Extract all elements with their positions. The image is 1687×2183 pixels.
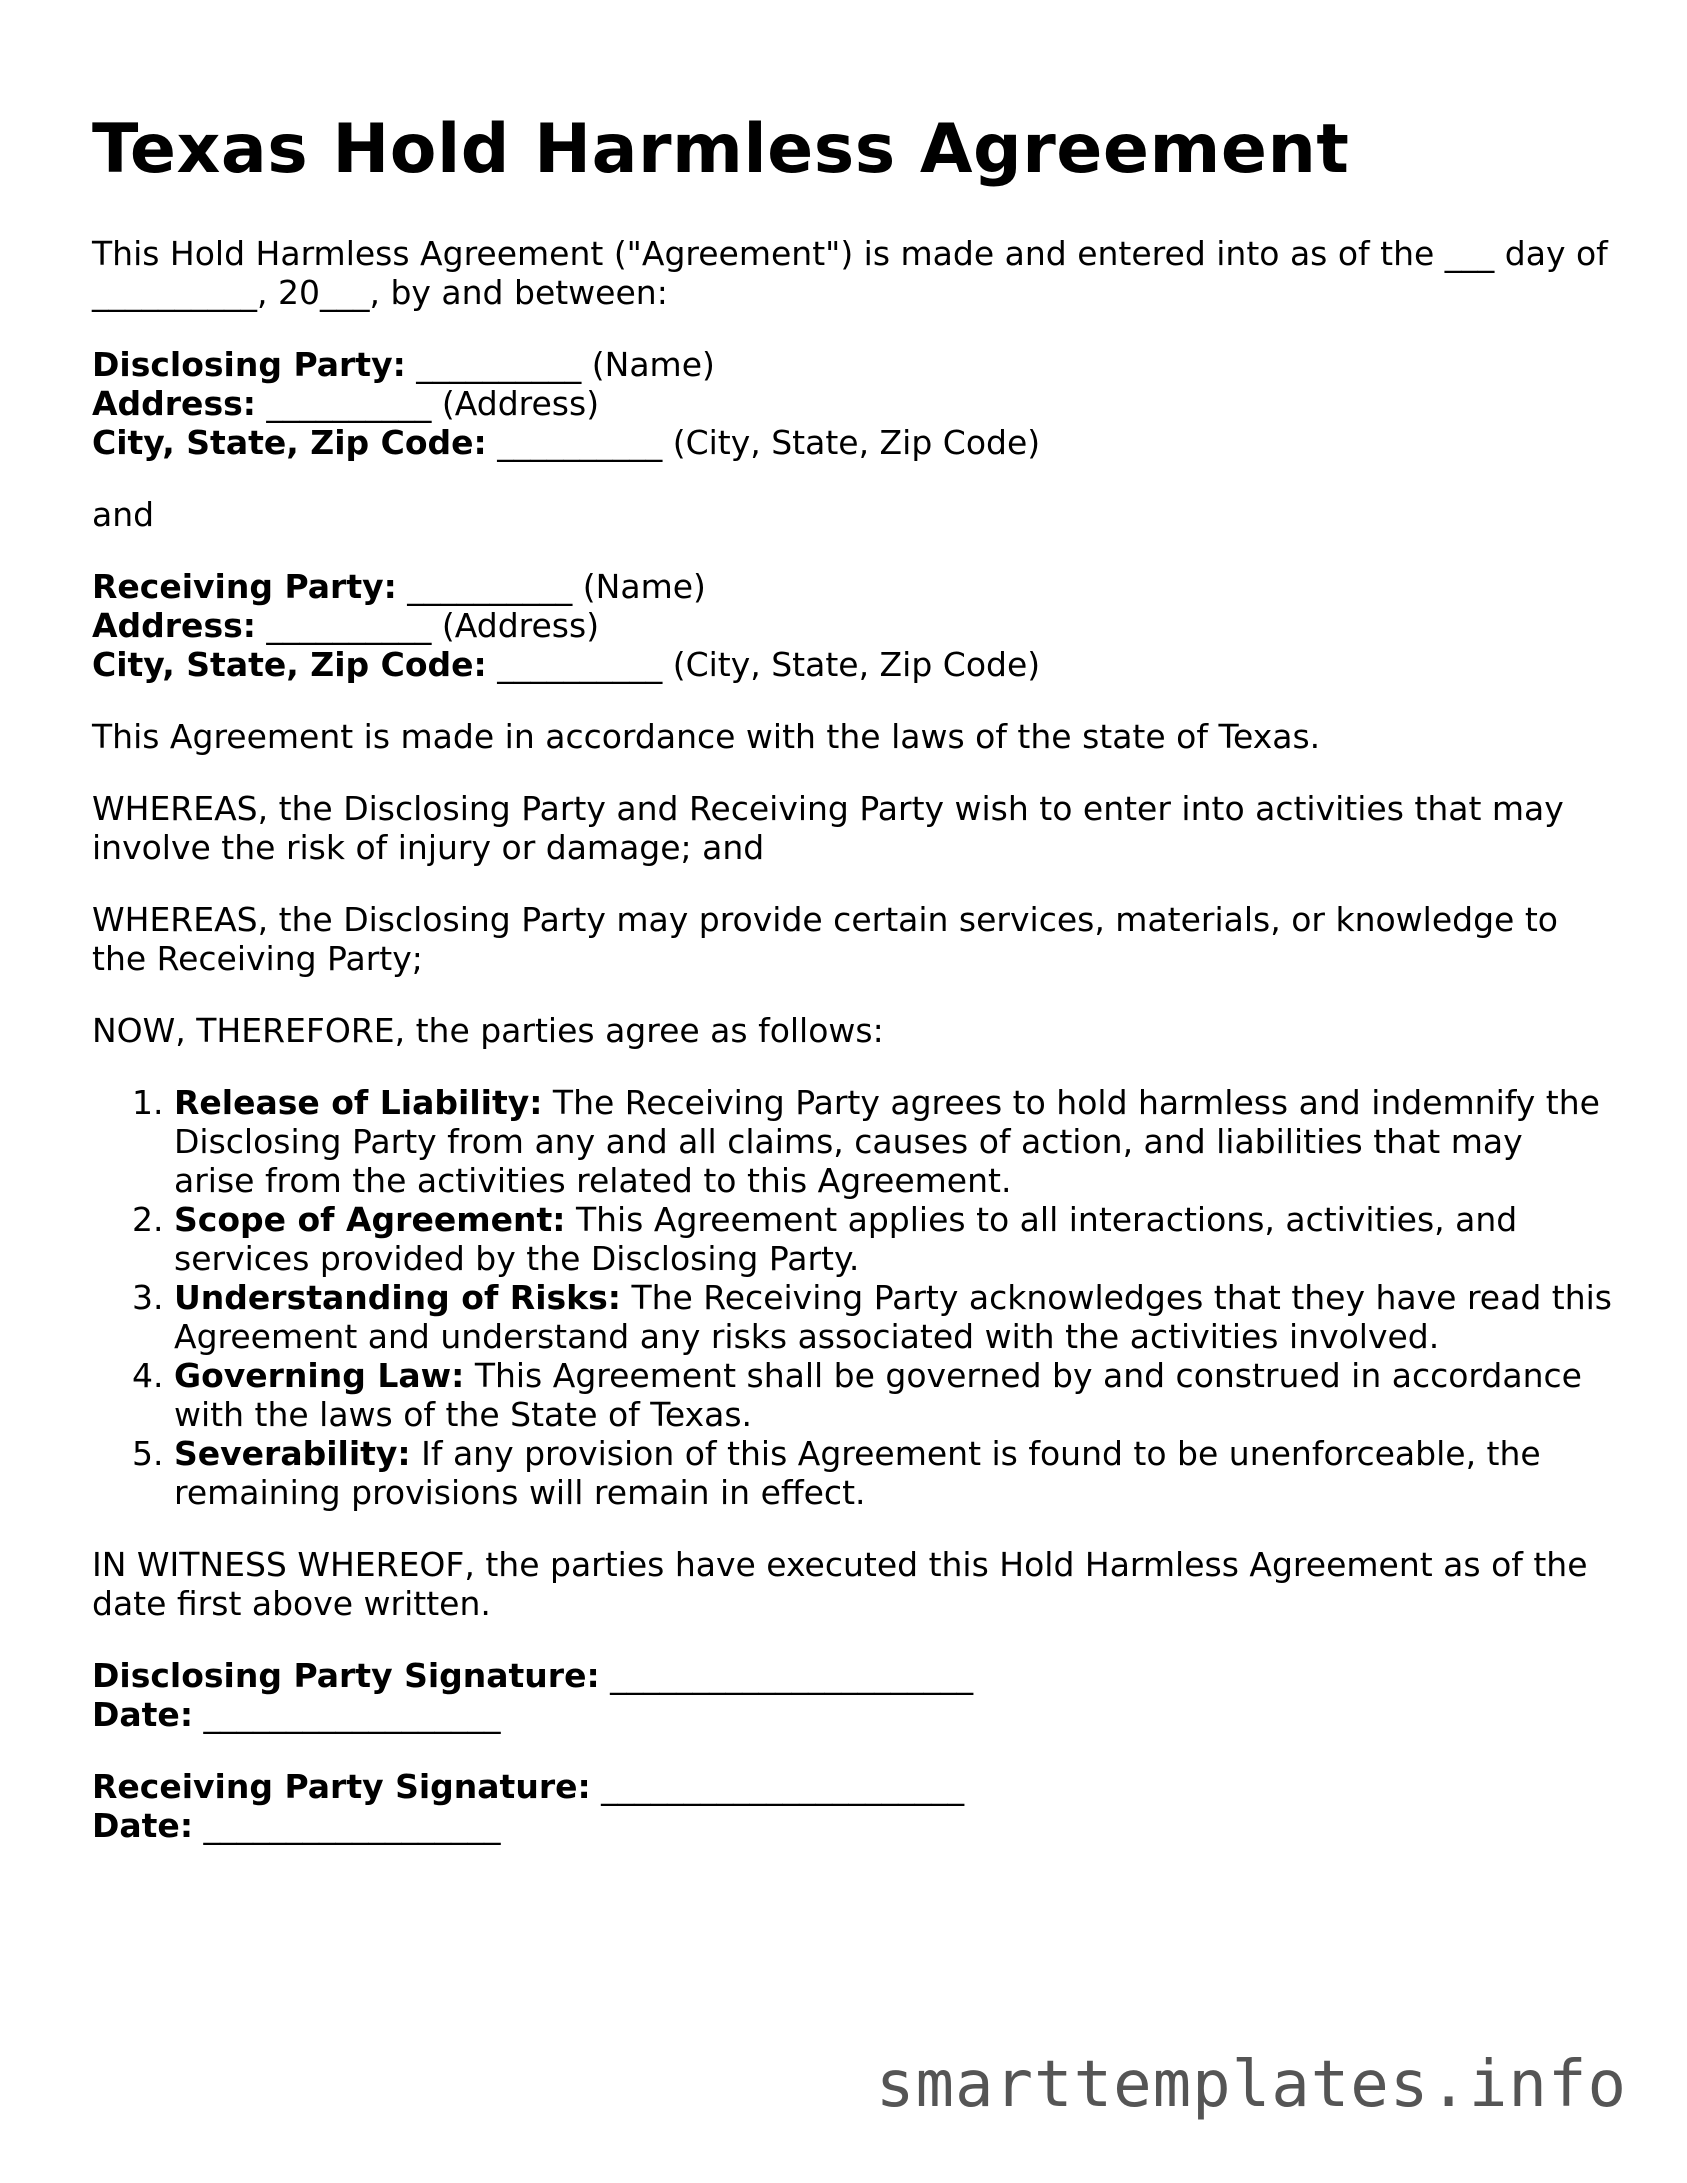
receiving-date-blank: __________________ (193, 1806, 501, 1845)
clause-item (174, 1200, 1612, 1278)
clause-heading: Governing Law: (174, 1356, 465, 1395)
document-page (92, 110, 1612, 1878)
whereas-paragraph-1: WHEREAS, the Disclosing Party and Receiving Party wish to enter into activities that may involve the risk of injury or damage; and (92, 789, 1564, 867)
disclosing-signature-blank: ______________________ (599, 1656, 974, 1695)
disclosing-city-value: __________ (City, State, Zip Code) (486, 423, 1041, 462)
receiving-party-line (92, 567, 1612, 606)
clause-item (174, 1278, 1612, 1356)
receiving-date-line (92, 1806, 1612, 1845)
receiving-city-value: __________ (City, State, Zip Code) (486, 645, 1041, 684)
disclosing-party-block (92, 345, 1612, 462)
clause-item (174, 1356, 1612, 1434)
receiving-city-line (92, 645, 1612, 684)
disclosing-signature-block (92, 1656, 1612, 1734)
receiving-party-label: Receiving Party: (92, 567, 397, 606)
disclosing-address-label: Address: (92, 384, 256, 423)
clause-text: The Receiving Party agrees to hold harmless and indemnify the Disclosing Party from any and all claims, causes of action, and liabilities that may arise from the activities related to this Agreement. (174, 1083, 1600, 1200)
clause-text: This Agreement shall be governed by and construed in accordance with the laws of the State of Texas. (174, 1356, 1582, 1434)
whereas-paragraph-2: WHEREAS, the Disclosing Party may provide certain services, materials, or knowledge to the Receiving Party; (92, 900, 1558, 978)
witness-paragraph: IN WITNESS WHEREOF, the parties have executed this Hold Harmless Agreement as of the date first above written. (92, 1545, 1588, 1623)
clause-item (174, 1434, 1612, 1512)
watermark-text: smarttemplates.info (875, 2048, 1627, 2122)
disclosing-city-line (92, 423, 1612, 462)
receiving-signature-blank: ______________________ (590, 1767, 965, 1806)
receiving-party-value: __________ (Name) (396, 567, 706, 606)
clauses-list (92, 1083, 1612, 1512)
disclosing-party-line (92, 345, 1612, 384)
document-title: Texas Hold Harmless Agreement (92, 110, 1350, 189)
clause-item (174, 1083, 1612, 1200)
receiving-signature-label: Receiving Party Signature: (92, 1767, 591, 1806)
disclosing-address-line (92, 384, 1612, 423)
clause-text: This Agreement applies to all interactions, activities, and services provided by the Disclosing Party. (174, 1200, 1518, 1278)
laws-paragraph: This Agreement is made in accordance with the laws of the state of Texas. (92, 717, 1321, 756)
receiving-address-line (92, 606, 1612, 645)
receiving-address-value: __________ (Address) (255, 606, 600, 645)
receiving-address-label: Address: (92, 606, 256, 645)
disclosing-signature-line (92, 1656, 1612, 1695)
disclosing-city-label: City, State, Zip Code: (92, 423, 487, 462)
clause-heading: Scope of Agreement: (174, 1200, 566, 1239)
intro-paragraph: This Hold Harmless Agreement ("Agreement") is made and entered into as of the ___ day of __________, 20___, by and between: (92, 234, 1608, 312)
receiving-city-label: City, State, Zip Code: (92, 645, 487, 684)
disclosing-date-blank: __________________ (193, 1695, 501, 1734)
disclosing-party-value: __________ (Name) (405, 345, 715, 384)
clause-heading: Severability: (174, 1434, 411, 1473)
clause-text: If any provision of this Agreement is found to be unenforceable, the remaining provisions will remain in effect. (174, 1434, 1541, 1512)
clause-heading: Understanding of Risks: (174, 1278, 621, 1317)
and-text: and (92, 495, 155, 534)
receiving-date-label: Date: (92, 1806, 194, 1845)
receiving-signature-line (92, 1767, 1612, 1806)
receiving-signature-block (92, 1767, 1612, 1845)
disclosing-signature-label: Disclosing Party Signature: (92, 1656, 600, 1695)
disclosing-date-label: Date: (92, 1695, 194, 1734)
disclosing-date-line (92, 1695, 1612, 1734)
receiving-party-block (92, 567, 1612, 684)
disclosing-party-label: Disclosing Party: (92, 345, 406, 384)
clause-heading: Release of Liability: (174, 1083, 543, 1122)
disclosing-address-value: __________ (Address) (255, 384, 600, 423)
clause-text: The Receiving Party acknowledges that they have read this Agreement and understand any risks associated with the activities involved. (174, 1278, 1612, 1356)
now-therefore-paragraph: NOW, THEREFORE, the parties agree as follows: (92, 1011, 884, 1050)
